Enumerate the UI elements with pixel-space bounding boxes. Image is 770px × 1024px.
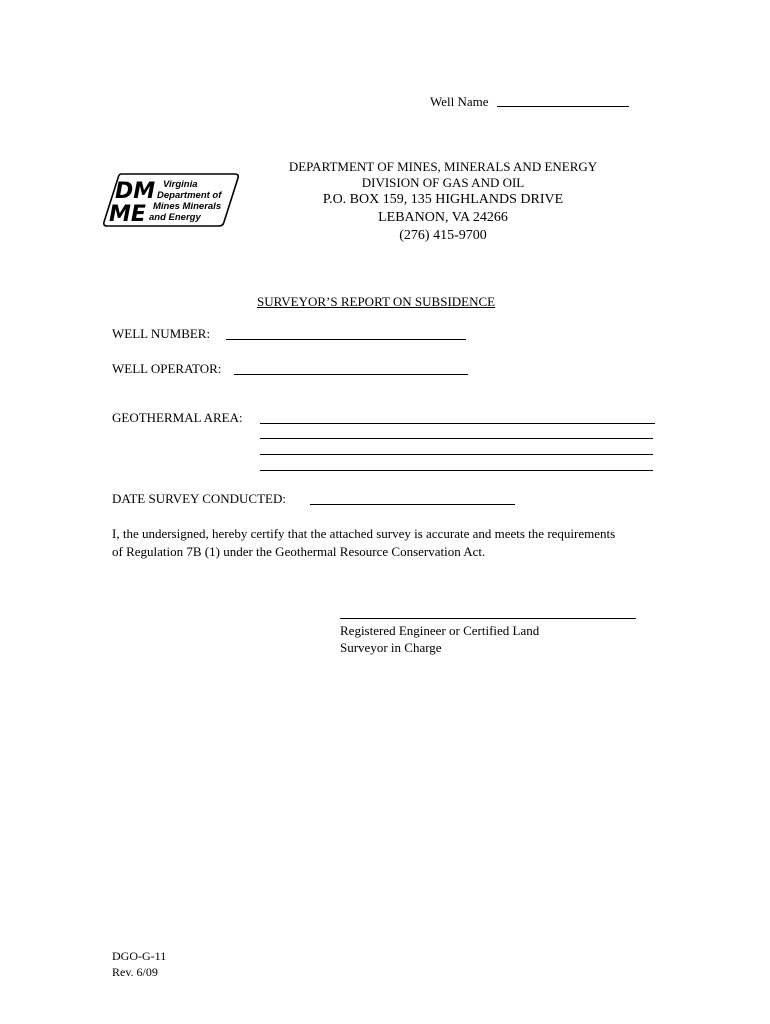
- date-survey-line[interactable]: [310, 504, 515, 505]
- well-name-field: [430, 94, 489, 110]
- agency-name: DEPARTMENT OF MINES, MINERALS AND ENERGY: [288, 159, 598, 174]
- logo-text-line2: Department of: [157, 190, 222, 201]
- form-footer: [112, 948, 166, 980]
- well-name-label: Well Name: [430, 94, 489, 109]
- logo-mark-top: DM: [115, 179, 156, 204]
- well-number-label: WELL NUMBER:: [112, 326, 211, 341]
- date-survey-label: DATE SURVEY CONDUCTED:: [112, 491, 286, 506]
- geothermal-area-line-3[interactable]: [260, 454, 653, 455]
- report-title: SURVEYOR’S REPORT ON SUBSIDENCE: [257, 294, 496, 309]
- logo-mark-bottom: ME: [109, 202, 146, 227]
- form-revision: Rev. 6/09: [112, 965, 158, 979]
- certification-text: [112, 525, 615, 561]
- well-operator-line[interactable]: [234, 374, 468, 375]
- well-operator-label: WELL OPERATOR:: [112, 361, 222, 376]
- agency-address: P.O. BOX 159, 135 HIGHLANDS DRIVE: [322, 192, 564, 207]
- geothermal-area-line-4[interactable]: [260, 470, 653, 471]
- logo-text-line4: and Energy: [149, 212, 201, 223]
- agency-header: [240, 159, 646, 245]
- dmme-logo: [103, 172, 239, 228]
- geothermal-area-line-1[interactable]: [260, 423, 655, 424]
- certification-line-1: I, the undersigned, hereby certify that the attached survey is accurate and meets the requirements: [112, 526, 616, 541]
- form-id: DGO-G-11: [112, 949, 167, 963]
- logo-text-line1: Virginia: [163, 179, 198, 190]
- agency-city: LEBANON, VA 24266: [378, 210, 508, 225]
- agency-phone: (276) 415-9700: [399, 228, 487, 243]
- signature-caption-line-2: Surveyor in Charge: [340, 640, 442, 655]
- well-name-line[interactable]: [497, 106, 629, 107]
- agency-division: DIVISION OF GAS AND OIL: [361, 175, 525, 190]
- well-number-line[interactable]: [226, 339, 466, 340]
- logo-text-line3: Mines Minerals: [153, 201, 222, 212]
- geothermal-area-line-2[interactable]: [260, 438, 653, 439]
- signature-line[interactable]: [340, 618, 636, 619]
- signature-caption-line-1: Registered Engineer or Certified Land: [340, 623, 540, 638]
- certification-line-2: of Regulation 7B (1) under the Geothermal Resource Conservation Act.: [112, 544, 486, 559]
- signature-caption: [340, 622, 539, 656]
- geothermal-area-label: GEOTHERMAL AREA:: [112, 410, 243, 425]
